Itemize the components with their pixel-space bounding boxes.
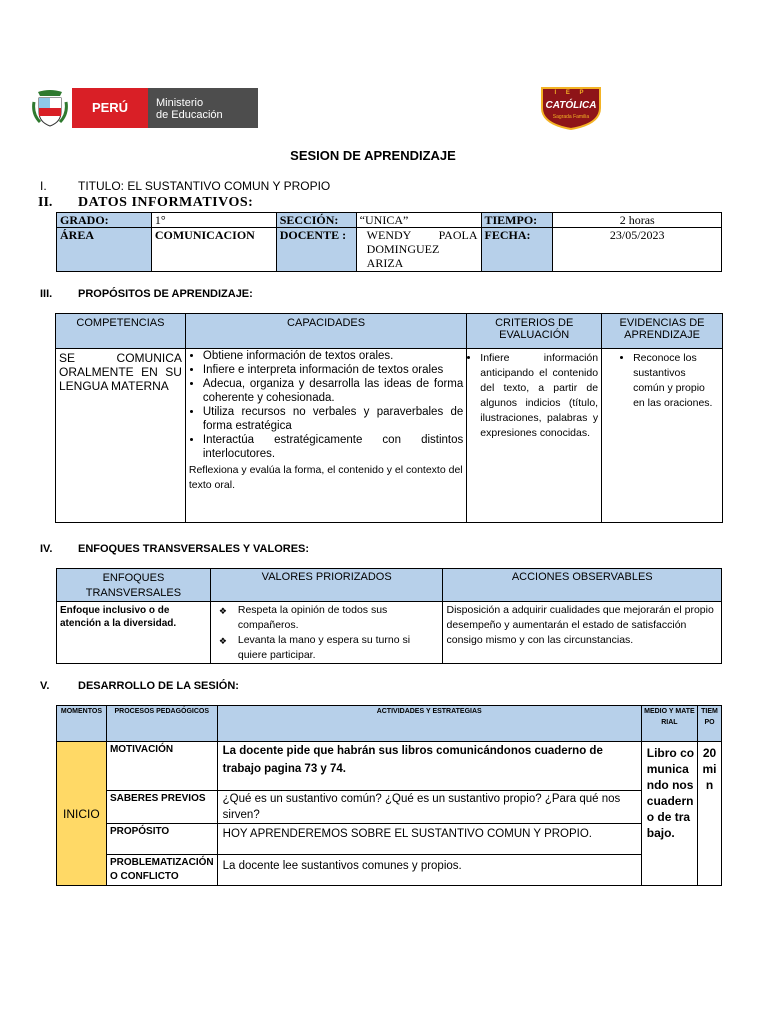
fecha-label: FECHA: [481,228,553,272]
list-item: • Infiere e interpreta información de textos orales [203,363,463,377]
header-evidencias: EVIDENCIAS DE APRENDIZAJE [602,314,723,349]
section-3-number: III. [40,288,53,300]
valores-cell [210,602,443,664]
proceso-proposito: PROPÓSITO [106,824,217,855]
section-4-number: IV. [40,543,53,555]
criterio-list [470,351,598,441]
school-name-label: CATÓLICA [545,100,597,111]
actividad-proposito: HOY APRENDEREMOS SOBRE EL SUSTANTIVO COMUN Y PROPIO. [217,824,641,855]
section-2-number: II. [38,195,53,210]
desarrollo-table [56,705,722,886]
competencia-cell: SE COMUNICA ORALMENTE EN SU LENGUA MATERNA [56,349,186,523]
ministry-label-line1: Ministerio [156,97,204,109]
criterio-cell [467,349,602,523]
evidencia-list [605,351,719,411]
list-item: • Adecua, organiza y desarrolla las ideas de forma coherente y cohesionada. [203,377,463,405]
area-label: ÁREA [57,228,152,272]
proceso-problematizacion: PROBLEMATIZACIÓN O CONFLICTO [106,855,217,886]
actividad-saberes: ¿Qué es un sustantivo común? ¿Qué es un sustantivo propio? ¿Para qué nos sirven? [217,791,641,824]
seccion-label: SECCIÓN: [276,213,356,228]
tiempo-value: 2 horas [553,213,722,228]
section-5-number: V. [40,680,50,692]
school-logo [538,86,604,130]
list-item: • Reconoce los sustantivos común y propio en las oraciones. [633,351,719,411]
material-cell: Libro comunicando nos cuaderno de trabajo. [641,742,697,886]
list-item: ❖ Respeta la opinión de todos sus compañeros. [238,603,440,633]
enfoques-table [56,568,722,664]
acciones-cell: Disposición a adquirir cualidades que mejorarán el propio desempeño y aumentarán el estado de satisfacción consigo mismo y con las circunstancias. [443,602,722,664]
header-acciones: ACCIONES OBSERVABLES [443,569,722,602]
section-2-heading [38,195,254,211]
list-item: ❖ Levanta la mano y espera su turno si quiere participar. [238,633,440,663]
list-item: • Infiere información anticipando el contenido del texto, a partir de algunos indicios (título, ilustraciones, palabras y expresiones conocidas. [480,351,598,441]
peru-label: PERÚ [91,100,129,115]
area-value: COMUNICACION [151,228,276,272]
page-title: SESION DE APRENDIZAJE [290,148,456,163]
enfoque-cell: Enfoque inclusivo o de atención a la diversidad. [57,602,211,664]
header-criterios: CRITERIOS DE EVALUACIÓN [467,314,602,349]
actividad-problematizacion: La docente lee sustantivos comunes y propios. [217,855,641,886]
evidencia-cell [602,349,723,523]
actividad-motivacion: La docente pide que habrán sus libros comunicándonos cuaderno de trabajo pagina 73 y 74. [217,742,641,791]
list-item: • Obtiene información de textos orales. [203,349,463,363]
tiempo-cell: 20 min [698,742,722,886]
peru-ministry-logo [32,88,258,128]
header-valores: VALORES PRIORIZADOS [210,569,443,602]
capacidad-extra: Reflexiona y evalúa la forma, el contenido y el contexto del texto oral. [188,464,463,491]
tiempo-label: TIEMPO: [481,213,553,228]
capacidades-cell [185,349,466,523]
momento-inicio: INICIO [57,742,107,886]
list-item: • Utiliza recursos no verbales y paraverbales de forma estratégica [203,405,463,433]
ministry-label-line2: de Educación [156,109,223,121]
propositos-table [55,313,723,523]
section-5-label: DESARROLLO DE LA SESIÓN: [78,680,239,692]
header-medio: MEDIO Y MATERIAL [641,706,697,742]
fecha-value: 23/05/2023 [553,228,722,272]
header-tiempo: TIEMPO [698,706,722,742]
header-enfoques: ENFOQUES TRANSVERSALES [57,569,211,602]
peru-coat-of-arms-icon [32,88,68,128]
grado-value: 1° [151,213,276,228]
grado-label: GRADO: [57,213,152,228]
proceso-saberes: SABERES PREVIOS [106,791,217,824]
capacidades-list [189,349,463,461]
school-sub-label: Sagrada Familia [552,114,590,120]
header-competencias: COMPETENCIAS [56,314,186,349]
section-2-label: DATOS INFORMATIVOS: [78,195,254,210]
section-3-label: PROPÓSITOS DE APRENDIZAJE: [78,288,253,300]
seccion-value: “UNICA” [356,213,481,228]
header-procesos: PROCESOS PEDAGÓGICOS [106,706,217,742]
section-1-label: TITULO: EL SUSTANTIVO COMUN Y PROPIO [78,179,331,193]
valores-list [214,603,440,663]
docente-value: WENDY PAOLA DOMINGUEZ ARIZA [356,228,481,272]
datos-informativos-table [56,212,722,272]
header-momentos: MOMENTOS [57,706,107,742]
section-4-label: ENFOQUES TRANSVERSALES Y VALORES: [78,543,310,555]
list-item: • Interactúa estratégicamente con distintos interlocutores. [203,433,463,461]
header-actividades: ACTIVIDADES Y ESTRATEGIAS [217,706,641,742]
proceso-motivacion: MOTIVACIÓN [106,742,217,791]
section-1-number: I. [40,179,47,193]
school-top-label: I E P [554,90,588,96]
header-capacidades: CAPACIDADES [185,314,466,349]
docente-label: DOCENTE : [276,228,356,272]
